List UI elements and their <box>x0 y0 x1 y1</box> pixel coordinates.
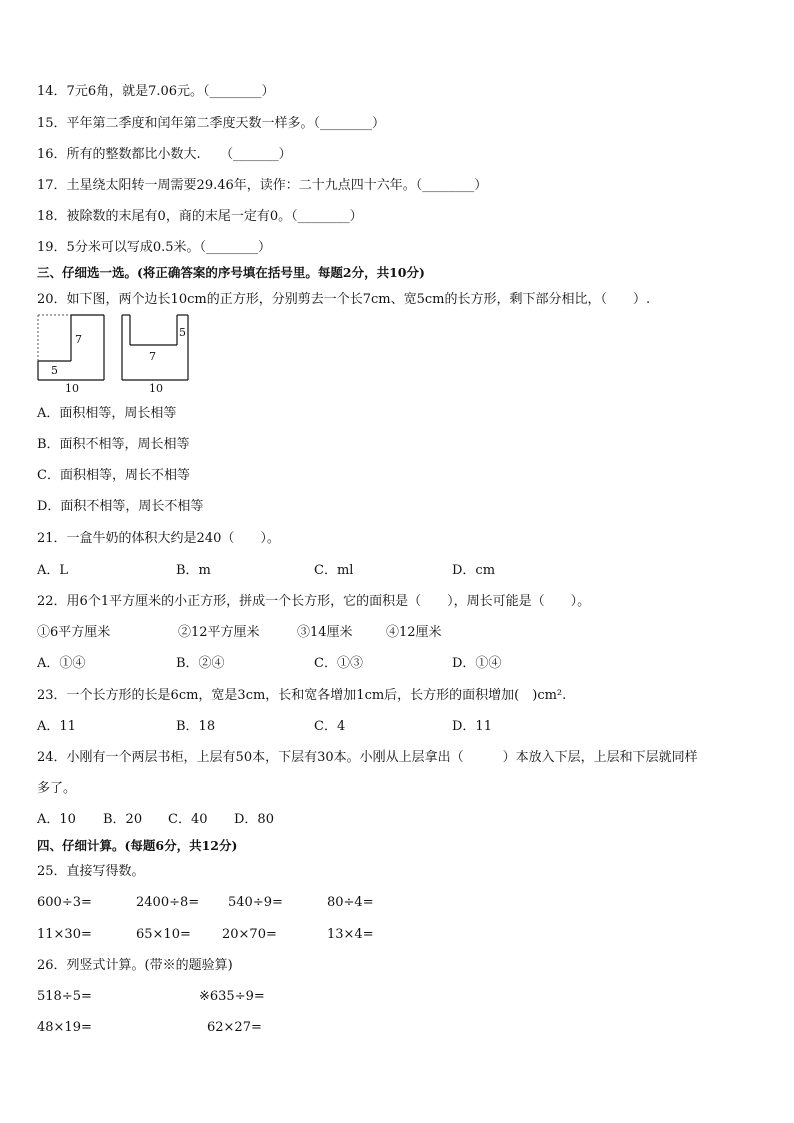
question-18: 18．被除数的末尾有0，商的末尾一定有0。（________） <box>37 209 363 224</box>
question-14: 14．7元6角，就是7.06元。（________） <box>37 84 275 99</box>
question-23-option-b: B．18 <box>176 719 216 734</box>
section-4-heading: 四、仔细计算。(每题6分，共12分) <box>37 838 238 853</box>
question-24-option-d: D．80 <box>234 812 274 827</box>
calc-item: 13×4= <box>327 927 374 942</box>
right-square <box>122 315 188 395</box>
calc-item: 11×30= <box>37 927 92 942</box>
calc-item: 20×70= <box>222 927 277 942</box>
question-24-stem-line-2: 多了。 <box>37 781 77 796</box>
question-24-stem-line-1: 24．小刚有一个两层书柜，上层有50本，下层有30本。小刚从上层拿出（ ）本放入下层，上层和下层就同样 <box>37 750 698 765</box>
left-label-5: 5 <box>51 364 58 377</box>
question-22-option-a: A．①④ <box>37 656 86 671</box>
question-20-option-a: A．面积相等，周长相等 <box>37 406 177 421</box>
question-15: 15．平年第二季度和闰年第二季度天数一样多。（________） <box>37 116 386 131</box>
vertical-calc-item: 48×19= <box>37 1020 92 1035</box>
question-20-figure <box>37 312 197 400</box>
question-22-choice-1: ①6平方厘米 <box>37 625 111 640</box>
calc-item: 65×10= <box>136 927 191 942</box>
question-19: 19．5分米可以写成0.5米。（________） <box>37 240 271 255</box>
question-20-option-c: C．面积相等，周长不相等 <box>37 468 190 483</box>
question-23-option-c: C．4 <box>314 719 346 734</box>
question-23-option-a: A．11 <box>37 719 76 734</box>
calc-item: 80÷4= <box>327 895 374 910</box>
left-label-10: 10 <box>65 382 79 395</box>
left-label-7: 7 <box>75 333 82 346</box>
question-23-stem: 23．一个长方形的长是6cm，宽是3cm，长和宽各增加1cm后，长方形的面积增加( )cm². <box>37 688 567 703</box>
question-21-option-c: C．ml <box>314 563 354 578</box>
question-22-choice-2: ②12平方厘米 <box>178 625 260 640</box>
vertical-calc-item: 518÷5= <box>37 989 92 1004</box>
question-24-option-a: A．10 <box>37 812 76 827</box>
right-label-7: 7 <box>149 350 156 363</box>
question-21-option-d: D．cm <box>452 563 496 578</box>
question-20-option-b: B．面积不相等，周长相等 <box>37 437 190 452</box>
right-label-10: 10 <box>149 382 163 395</box>
square-cut-diagram <box>37 312 197 396</box>
right-label-5: 5 <box>179 326 186 339</box>
question-26-stem: 26．列竖式计算。(带※的题验算) <box>37 958 233 973</box>
question-21-option-a: A．L <box>37 563 69 578</box>
vertical-calc-item: ※635÷9= <box>199 989 265 1004</box>
question-24-option-b: B．20 <box>103 812 143 827</box>
question-20-option-d: D．面积不相等，周长不相等 <box>37 499 204 514</box>
question-22-choice-4: ④12厘米 <box>386 625 442 640</box>
question-22-option-b: B．②④ <box>176 656 225 671</box>
question-21-option-b: B．m <box>176 563 211 578</box>
question-17: 17．土星绕太阳转一周需要29.46年，读作：二十九点四十六年。（________） <box>37 178 488 193</box>
calc-item: 540÷9= <box>228 895 283 910</box>
question-23-option-d: D．11 <box>452 719 492 734</box>
section-3-heading: 三、仔细选一选。(将正确答案的序号填在括号里。每题2分，共10分) <box>37 265 425 280</box>
question-22-option-d: D．①④ <box>452 656 502 671</box>
left-square <box>38 315 104 395</box>
question-24-option-c: C．40 <box>168 812 208 827</box>
question-20-stem: 20．如下图，两个边长10cm的正方形，分别剪去一个长7cm、宽5cm的长方形，剩下部分相比，（ ）. <box>37 292 651 307</box>
question-16: 16．所有的整数都比小数大. （_______） <box>37 147 292 162</box>
question-22-stem: 22．用6个1平方厘米的小正方形，拼成一个长方形，它的面积是（ ），周长可能是（ ）。 <box>37 594 591 609</box>
calc-item: 2400÷8= <box>136 895 200 910</box>
question-25-stem: 25．直接写得数。 <box>37 864 145 879</box>
question-22-option-c: C．①③ <box>314 656 363 671</box>
question-21-stem: 21．一盒牛奶的体积大约是240（ ）。 <box>37 531 280 546</box>
vertical-calc-item: 62×27= <box>207 1020 262 1035</box>
question-22-choice-3: ③14厘米 <box>297 625 353 640</box>
calc-item: 600÷3= <box>37 895 92 910</box>
